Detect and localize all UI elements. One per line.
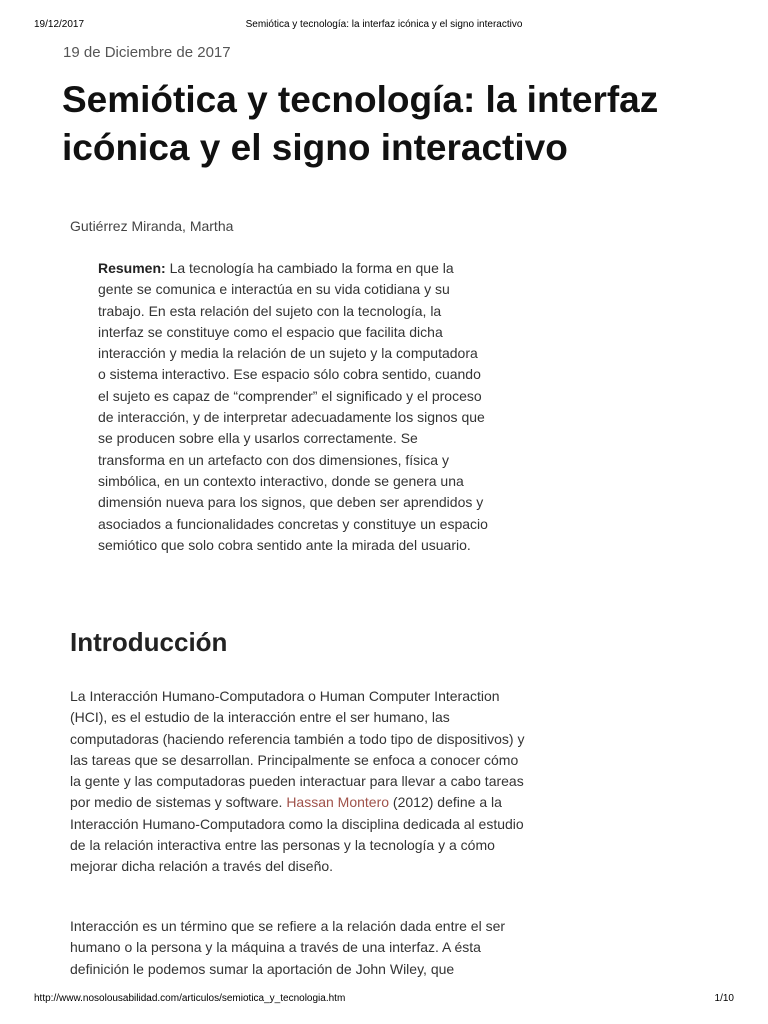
- intro-paragraph-1-text-a: La Interacción Humano-Computadora o Human Computer Interaction (HCI), es el estudio de la interacción entre el ser humano, las computadoras (haciendo referencia también a todo tipo de dispositivos) y las tareas que se desarrollan. Principalmente se enfoca a conocer cómo la gente y las computadoras pueden interactuar para llevar a cabo tareas por medio de sistemas y software.: [70, 688, 525, 811]
- print-title: Semiótica y tecnología: la interfaz icónica y el signo interactivo: [245, 19, 523, 30]
- print-date: 19/12/2017: [34, 19, 85, 30]
- abstract: [98, 258, 488, 556]
- abstract-text: La tecnología ha cambiado la forma en que la gente se comunica e interactúa en su vida cotidiana y su trabajo. En esta relación del sujeto con la tecnología, la interfaz se constituye como el espacio que facilita dicha interacción y media la relación de un sujeto y la computadora o sistema interactivo. Ese espacio sólo cobra sentido, cuando el sujeto es capaz de “comprender” el significado y el proceso de interacción, y de interpretar adecuadamente los signos que se producen sobre ella y usarlos correctamente. Se transforma en un artefacto con dos dimensiones, física y simbólica, en un contexto interactivo, donde se genera una dimensión nueva para los signos, que deben ser aprendidos y asociados a funcionalidades concretas y constituye un espacio semiótico que solo cobra sentido ante la mirada del usuario.: [98, 260, 488, 553]
- section-heading-introduccion: Introducción: [70, 627, 228, 657]
- post-date: 19 de Diciembre de 2017: [63, 44, 231, 61]
- intro-paragraph-2: Interacción es un término que se refiere a la relación dada entre el ser humano o la persona y la máquina a través de una interfaz. A ésta definición le podemos sumar la aportación de John Wiley, que: [70, 918, 506, 977]
- intro-paragraph-1-text-b: (2012) define a la Interacción Humano-Computadora como la disciplina dedicada al estudio de la relación interactiva entre las personas y la tecnología y a cómo mejorar dicha relación a través del diseño.: [70, 794, 524, 875]
- article-title: Semiótica y tecnología: la interfaz icónica y el signo interactivo: [62, 79, 659, 168]
- page-number: 1/10: [714, 993, 734, 1004]
- intro-paragraph-1: [70, 686, 532, 878]
- print-url: http://www.nosolousabilidad.com/articulos/semiotica_y_tecnologia.htm: [34, 993, 346, 1004]
- abstract-label: Resumen:: [98, 260, 166, 276]
- hassan-montero-link[interactable]: Hassan Montero: [286, 794, 390, 811]
- author-name: Gutiérrez Miranda, Martha: [70, 218, 234, 234]
- print-header: [34, 18, 734, 32]
- print-footer: [34, 992, 734, 1006]
